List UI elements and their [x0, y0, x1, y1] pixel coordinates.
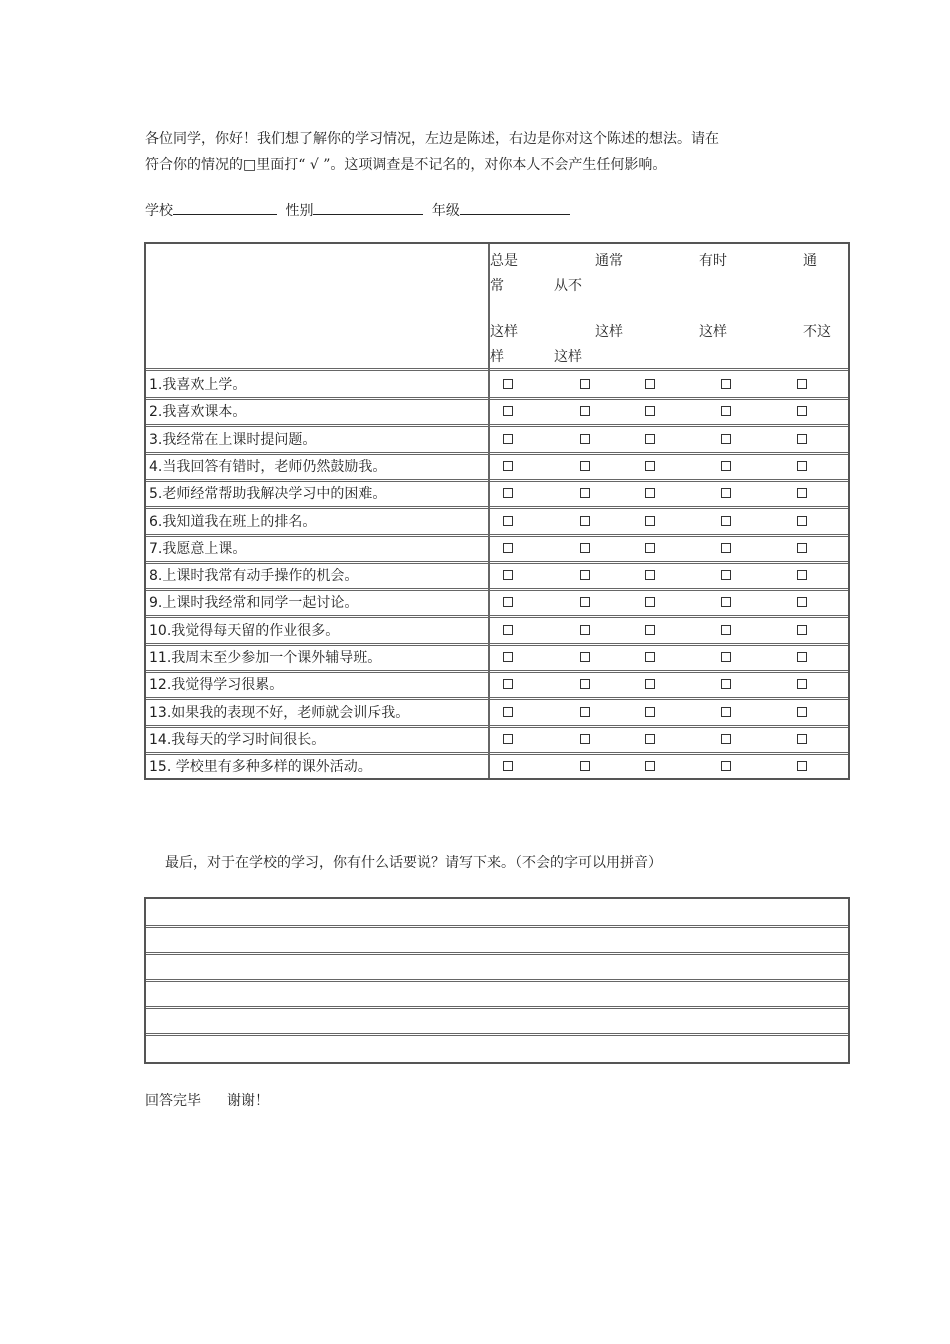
statement-label	[149, 702, 409, 722]
table-row	[146, 453, 848, 480]
table-row	[146, 699, 848, 726]
statement-label	[149, 483, 386, 503]
statement-label	[149, 674, 283, 694]
table-row	[146, 562, 848, 589]
intro-text	[145, 126, 825, 178]
checkbox-option-5[interactable]	[797, 707, 807, 717]
statement-text: 我周末至少参加一个课外辅导班。	[171, 650, 382, 666]
checkbox-option-2[interactable]	[580, 597, 590, 607]
statement-number: 10.	[149, 622, 172, 639]
checkbox-option-5[interactable]	[797, 379, 807, 389]
checkbox-option-3[interactable]	[645, 406, 655, 416]
statement-label	[149, 456, 386, 476]
checkbox-option-4[interactable]	[721, 488, 731, 498]
checkbox-option-1[interactable]	[503, 597, 513, 607]
checkbox-option-5[interactable]	[797, 625, 807, 635]
statement-text: 我喜欢课本。	[162, 404, 247, 421]
statement-text: 学校里有多种多样的课外活动。	[171, 759, 372, 776]
checkbox-option-4[interactable]	[721, 570, 731, 580]
gender-label: 性别	[285, 203, 314, 219]
checkbox-option-1[interactable]	[503, 570, 513, 580]
checkbox-option-1[interactable]	[503, 434, 513, 444]
checkbox-option-4[interactable]	[721, 761, 731, 771]
checkbox-option-1[interactable]	[503, 516, 513, 526]
statement-text: 如果我的表现不好，老师就会训斥我。	[171, 704, 410, 721]
checkbox-option-2[interactable]	[580, 406, 590, 416]
table-row	[146, 371, 848, 398]
header-never: 从不	[554, 278, 582, 294]
checkbox-option-1[interactable]	[503, 379, 513, 389]
checkbox-option-3[interactable]	[645, 516, 655, 526]
statement-number: 15.	[149, 759, 172, 776]
statement-label	[149, 565, 358, 585]
statement-label	[149, 374, 246, 394]
statement-label	[149, 429, 316, 449]
statement-text: 我喜欢上学。	[162, 377, 247, 393]
statement-label	[149, 592, 358, 612]
statement-number: 9.	[149, 595, 163, 612]
checkbox-option-3[interactable]	[645, 597, 655, 607]
checkbox-option-3[interactable]	[645, 379, 655, 389]
checkbox-option-4[interactable]	[721, 597, 731, 607]
checkbox-option-4[interactable]	[721, 379, 731, 389]
checkbox-option-1[interactable]	[503, 461, 513, 471]
checkbox-option-1[interactable]	[503, 734, 513, 744]
statement-number: 2.	[149, 404, 163, 421]
checkbox-option-4[interactable]	[721, 652, 731, 662]
checkbox-option-3[interactable]	[645, 434, 655, 444]
table-row	[146, 589, 848, 616]
statement-text: 我愿意上课。	[162, 540, 247, 557]
checkbox-option-3[interactable]	[645, 488, 655, 498]
checkbox-option-3[interactable]	[645, 461, 655, 471]
statement-text: 我经常在上课时提问题。	[162, 431, 317, 448]
school-label: 学校	[145, 203, 173, 219]
statement-number: 6.	[149, 513, 163, 530]
checkbox-option-5[interactable]	[797, 570, 807, 580]
checkbox-option-2[interactable]	[580, 734, 590, 744]
statement-text: 上课时我常有动手操作的机会。	[162, 568, 359, 585]
checkbox-option-4[interactable]	[721, 543, 731, 553]
checkbox-option-5[interactable]	[797, 434, 807, 444]
statement-number: 7.	[149, 540, 163, 557]
header-sometimes: 有时	[699, 253, 727, 269]
answer-line	[146, 925, 848, 928]
checkbox-option-5[interactable]	[797, 652, 807, 662]
checkbox-option-4[interactable]	[721, 734, 731, 744]
table-row	[146, 398, 848, 425]
statement-number: 5.	[149, 486, 163, 503]
checkbox-option-3[interactable]	[645, 543, 655, 553]
checkbox-option-2[interactable]	[580, 488, 590, 498]
table-row	[146, 480, 848, 507]
checkbox-option-4[interactable]	[721, 707, 731, 717]
checkbox-option-2[interactable]	[580, 679, 590, 689]
checkbox-option-4[interactable]	[721, 406, 731, 416]
statement-text: 老师经常帮助我解决学习中的困难。	[162, 486, 387, 503]
checkbox-option-2[interactable]	[580, 434, 590, 444]
checkbox-option-5[interactable]	[797, 679, 807, 689]
answer-line	[146, 952, 848, 955]
table-row	[146, 753, 848, 780]
footer-thanks: 谢谢！	[227, 1093, 269, 1109]
checkbox-option-2[interactable]	[580, 625, 590, 635]
answer-line	[146, 1033, 848, 1036]
checkbox-option-5[interactable]	[797, 461, 807, 471]
checkbox-option-5[interactable]	[797, 406, 807, 416]
header-always-this: 这样	[490, 324, 518, 340]
checkbox-option-1[interactable]	[503, 406, 513, 416]
statement-number: 4.	[149, 458, 163, 475]
checkbox-option-3[interactable]	[645, 652, 655, 662]
footer-done: 回答完毕	[145, 1093, 201, 1109]
header-always: 总是	[490, 253, 518, 269]
checkbox-option-1[interactable]	[503, 488, 513, 498]
checkbox-option-2[interactable]	[580, 461, 590, 471]
statement-label	[149, 647, 381, 667]
checkbox-option-5[interactable]	[797, 597, 807, 607]
table-row	[146, 426, 848, 453]
checkbox-option-3[interactable]	[645, 625, 655, 635]
checkbox-option-5[interactable]	[797, 761, 807, 771]
footer	[145, 1090, 269, 1110]
checkbox-option-1[interactable]	[503, 625, 513, 635]
checkbox-option-2[interactable]	[580, 652, 590, 662]
statement-label	[149, 756, 372, 776]
checkbox-option-1[interactable]	[503, 652, 513, 662]
checkbox-option-2[interactable]	[580, 379, 590, 389]
statement-text: 当我回答有错时，老师仍然鼓励我。	[162, 458, 387, 475]
checkbox-option-3[interactable]	[645, 679, 655, 689]
table-row	[146, 617, 848, 644]
checkbox-option-2[interactable]	[580, 543, 590, 553]
header-always-this-2: 样	[490, 349, 504, 365]
checkbox-option-4[interactable]	[721, 434, 731, 444]
checkbox-option-2[interactable]	[580, 761, 590, 771]
checkbox-option-4[interactable]	[721, 516, 731, 526]
header-never-this: 这样	[554, 349, 582, 365]
intro-line-1: 各位同学，你好！我们想了解你的学习情况，左边是陈述，右边是你对这个陈述的想法。请在	[145, 131, 719, 147]
checkbox-option-3[interactable]	[645, 707, 655, 717]
checkbox-option-4[interactable]	[721, 461, 731, 471]
answer-line	[146, 979, 848, 982]
checkbox-option-5[interactable]	[797, 543, 807, 553]
answer-line	[146, 1006, 848, 1009]
checkbox-option-3[interactable]	[645, 570, 655, 580]
checkbox-option-3[interactable]	[645, 734, 655, 744]
statement-number: 11.	[149, 650, 172, 666]
survey-table	[144, 242, 850, 780]
table-row	[146, 535, 848, 562]
checkbox-option-5[interactable]	[797, 516, 807, 526]
statement-label	[149, 620, 339, 640]
statement-number: 12.	[149, 677, 172, 694]
intro-line-2: 符合你的情况的□里面打“ √ ”。这项调查是不记名的，对你本人不会产生任何影响。	[145, 157, 667, 173]
statement-number: 14.	[149, 731, 172, 748]
checkbox-option-5[interactable]	[797, 734, 807, 744]
table-row	[146, 671, 848, 698]
statement-text: 上课时我经常和同学一起讨论。	[162, 595, 359, 612]
statement-number: 3.	[149, 431, 163, 448]
answer-box[interactable]	[144, 897, 850, 1064]
school-blank[interactable]	[173, 198, 277, 215]
header-rarely: 通	[803, 253, 817, 269]
checkbox-option-1[interactable]	[503, 761, 513, 771]
closing-prompt: 最后，对于在学校的学习，你有什么话要说？请写下来。（不会的字可以用拼音）	[165, 855, 662, 871]
checkbox-option-2[interactable]	[580, 707, 590, 717]
statement-label	[149, 538, 246, 558]
checkbox-option-4[interactable]	[721, 679, 731, 689]
checkbox-option-4[interactable]	[721, 625, 731, 635]
header-usually-this: 这样	[595, 324, 623, 340]
gender-blank[interactable]	[313, 198, 423, 215]
info-fields	[145, 198, 570, 223]
statement-text: 我觉得每天留的作业很多。	[171, 622, 340, 639]
checkbox-option-2[interactable]	[580, 570, 590, 580]
statement-label	[149, 729, 325, 749]
statement-label	[149, 511, 316, 531]
statement-text: 我知道我在班上的排名。	[162, 513, 317, 530]
header-always-2: 常	[490, 278, 504, 294]
checkbox-option-2[interactable]	[580, 516, 590, 526]
statement-number: 13.	[149, 704, 172, 721]
grade-label: 年级	[431, 203, 460, 219]
checkbox-option-5[interactable]	[797, 488, 807, 498]
checkbox-option-3[interactable]	[645, 761, 655, 771]
table-row	[146, 726, 848, 753]
table-row	[146, 508, 848, 535]
checkbox-option-1[interactable]	[503, 679, 513, 689]
header-sometimes-this: 这样	[699, 324, 727, 340]
checkbox-option-1[interactable]	[503, 543, 513, 553]
header-rarely-not: 不这	[803, 324, 831, 340]
statement-text: 我觉得学习很累。	[171, 677, 284, 694]
header-usually: 通常	[595, 253, 623, 269]
statement-label	[149, 401, 246, 421]
statement-text: 我每天的学习时间很长。	[171, 731, 326, 748]
statement-number: 8.	[149, 568, 163, 585]
statement-number: 1.	[149, 377, 163, 393]
checkbox-option-1[interactable]	[503, 707, 513, 717]
table-row	[146, 644, 848, 671]
grade-blank[interactable]	[460, 198, 570, 215]
